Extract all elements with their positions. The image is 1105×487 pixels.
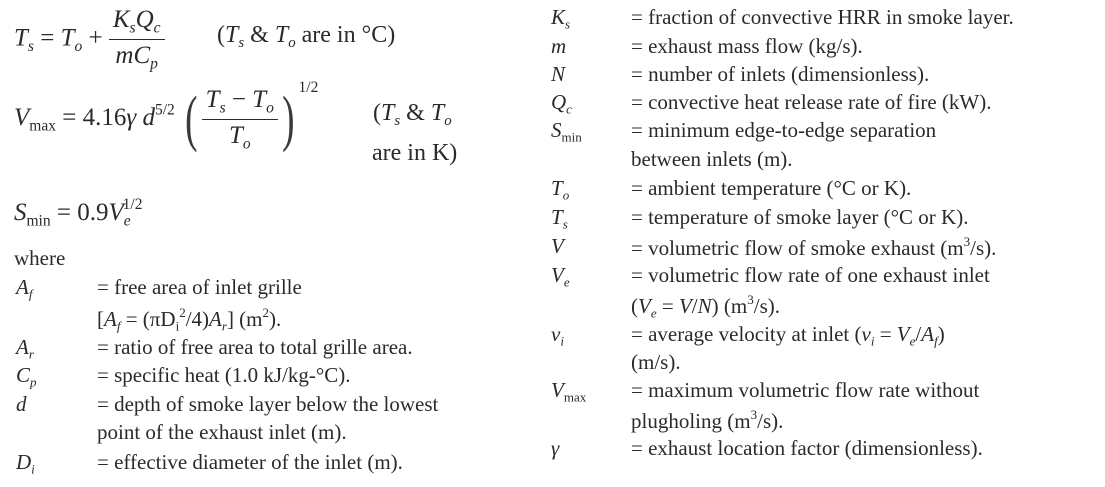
symbol-ks: $K_s$ [551,5,571,32]
def-v: = volumetric flow of smoke exhaust $(m^3/s)$. [631,234,997,261]
def-ts: = temperature of smoke layer (°C or K). [631,205,969,229]
def-vmax-line2: plugholing $(m^3/s)$. [631,407,784,434]
symbol-d: d [16,392,27,416]
symbol-gamma: γ [551,436,560,460]
def-di: = effective diameter of the inlet (m). [97,450,403,474]
def-af-line1: = free area of inlet grille [97,275,302,299]
equation-ts-unit-note: ($T_s$ & $T_o$ are in °C) [217,22,396,52]
equation-vmax-unit-note: ($T_s$ & $T_o$ are in K) [372,100,458,167]
symbol-cp: $C_p$ [16,363,37,390]
def-ks: = fraction of convective HRR in smoke layer. [631,5,1014,29]
def-gamma: = exhaust location factor (dimensionless). [631,436,983,460]
symbol-vmax: $V_{max}$ [551,378,587,405]
symbol-n: N [551,62,566,86]
symbol-vi: $v_i$ [551,322,564,349]
fraction-ts-minus-to-over-to: $\frac{T_s - T_o}{T_o}$ [202,86,278,154]
equation-smoke-temperature: $T_s = T_o$ + $\frac{K_sQ_c}{mC_p}$ [14,6,165,74]
symbol-af: $A_f$ [16,275,33,302]
equation-smin: $S_{min} = 0.9V_e^{1/2}$ [14,196,143,230]
def-d-line1: = depth of smoke layer below the lowest [97,392,439,416]
def-ve-line2: $(V_e = V/N)$ $(m^3/s)$. [631,292,780,321]
symbol-ts: $T_s$ [551,205,568,232]
symbol-m: m [551,34,567,58]
def-to: = ambient temperature (°C or K). [631,176,912,200]
def-vi-line2: (m/s). [631,350,681,374]
smin-exponent: 1/2 [122,196,143,213]
def-smin-line1: = minimum edge-to-edge separation [631,118,937,142]
def-vi-line1: = average velocity at inlet $(v_i = V_e/A_f)$ [631,322,945,349]
right-paren: ) [282,85,295,153]
symbol-v: V [551,234,564,258]
def-m: = exhaust mass flow (kg/s). [631,34,863,58]
def-d-line2: point of the exhaust inlet (m). [97,420,347,444]
vmax-outer-exponent: 1/2 [298,79,319,97]
smin-coefficient: 0.9 [77,198,109,226]
def-vmax-line1: = maximum volumetric flow rate without [631,378,980,402]
vmax-d-exponent: 5/2 [154,101,175,119]
symbol-to: $T_o$ [551,176,570,203]
symbol-smin: $S_{min}$ [551,118,582,145]
def-ar: = ratio of free area to total grille area. [97,335,413,359]
def-ve-line1: = volumetric flow rate of one exhaust inlet [631,263,990,287]
left-paren: ( [185,85,198,153]
symbol-ve: $V_e$ [551,263,570,290]
symbol-ar: $A_r$ [16,335,34,362]
def-n: = number of inlets (dimensionless). [631,62,930,86]
equation-vmax: $V_{max} = 4.16\gamma$ $d^{5/2}$ ( $\frac{T_s - T_o}{T_o}$ ) $^{1/2}$ [14,79,319,153]
symbol-qc: $Q_c$ [551,90,572,117]
vmax-coefficient: 4.16 [82,104,127,132]
def-smin-line2: between inlets (m). [631,147,793,171]
def-af-line2: $[A_f = (\pi D_i^2/4)A_r]$ $(m^2)$. [97,305,282,334]
def-cp: = specific heat (1.0 kJ/kg-°C). [97,363,351,387]
symbol-di: $D_i$ [16,450,35,477]
where-label: where [14,246,66,270]
def-qc: = convective heat release rate of fire (kW). [631,90,992,114]
fraction-ks-qc-over-m-cp: $\frac{K_sQ_c}{mC_p}$ [109,6,165,74]
